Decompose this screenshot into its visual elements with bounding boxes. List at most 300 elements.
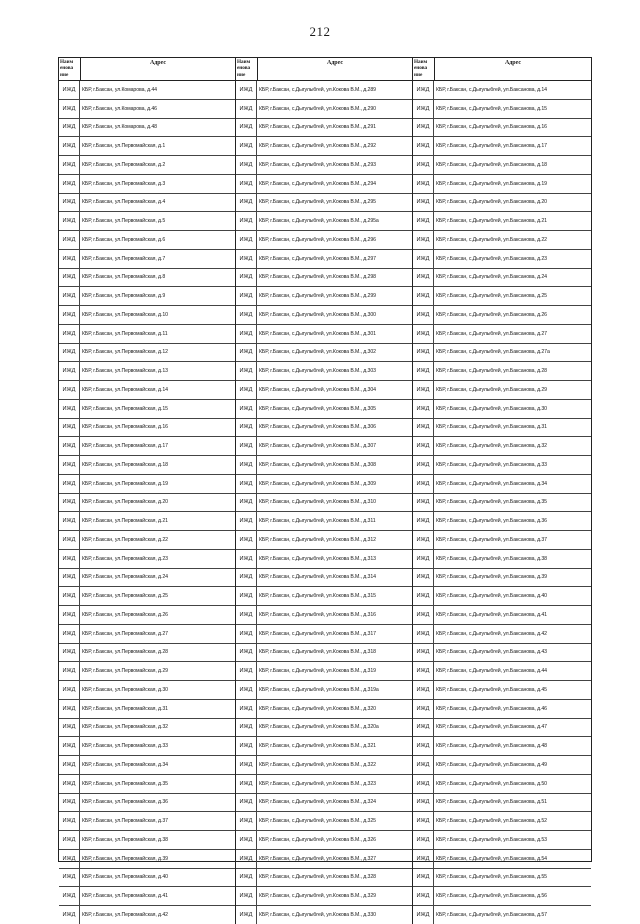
row-kind: ИЖД [413,812,434,830]
table-row [413,100,591,119]
row-address: КБР, г.Баксан, ул.Первомайская, д.7 [82,255,166,262]
row-kind: ИЖД [236,606,257,624]
table-row [236,494,412,513]
row-kind: ИЖД [413,306,434,324]
row-kind: ИЖД [413,287,434,305]
table-row [413,137,591,156]
row-address: КБР, г.Баксан, с.Дыгулыбгей, ул.Баксанова, д.37 [436,536,547,543]
row-address: КБР, г.Баксан, с.Дыгулыбгей, ул.Кокова В.М., д.300 [259,311,376,318]
table-row [413,812,591,831]
row-address: КБР, г.Баксан, с.Дыгулыбгей, ул.Кокова В.М., д.318 [259,649,376,656]
row-kind: ИЖД [413,381,434,399]
row-kind: ИЖД [236,887,257,905]
row-address: КБР, г.Баксан, с.Дыгулыбгей, ул.Кокова В.М., д.297 [259,255,376,262]
row-kind: ИЖД [236,794,257,812]
row-address: КБР, г.Баксан, ул.Первомайская, д.32 [82,724,168,731]
table-row [413,250,591,269]
row-address: КБР, г.Баксан, с.Дыгулыбгей, ул.Баксанова, д.56 [436,893,547,900]
row-address: КБР, г.Баксан, с.Дыгулыбгей, ул.Баксанова, д.31 [436,424,547,431]
table-row [236,456,412,475]
row-address: КБР, г.Баксан, с.Дыгулыбгей, ул.Баксанова, д.43 [436,649,547,656]
table-row [59,100,235,119]
row-address: КБР, г.Баксан, с.Дыгулыбгей, ул.Баксанова, д.44 [436,668,547,675]
row-kind: ИЖД [59,494,80,512]
row-kind: ИЖД [59,456,80,474]
row-address: КБР, г.Баксан, с.Дыгулыбгей, ул.Баксанова, д.51 [436,799,547,806]
table-row [236,362,412,381]
row-address: КБР, г.Баксан, с.Дыгулыбгей, ул.Кокова В.М., д.303 [259,368,376,375]
table-row [59,400,235,419]
row-address: КБР, г.Баксан, с.Дыгулыбгей, ул.Баксанова, д.57 [436,911,547,918]
row-kind: ИЖД [59,756,80,774]
row-address: КБР, г.Баксан, ул.Первомайская, д.4 [82,199,166,206]
row-kind: ИЖД [59,719,80,737]
row-kind: ИЖД [59,306,80,324]
row-kind: ИЖД [236,475,257,493]
row-kind: ИЖД [59,325,80,343]
table-row [59,194,235,213]
table-row [413,681,591,700]
row-address: КБР, г.Баксан, с.Дыгулыбгей, ул.Кокова В.М., д.322 [259,761,376,768]
row-address: КБР, г.Баксан, с.Дыгулыбгей, ул.Баксанова, д.25 [436,293,547,300]
row-address: КБР, г.Баксан, с.Дыгулыбгей, ул.Кокова В.М., д.307 [259,443,376,450]
table-row [413,419,591,438]
row-kind: ИЖД [59,287,80,305]
table-row [236,775,412,794]
row-address: КБР, г.Баксан, с.Дыгулыбгей, ул.Баксанова, д.47 [436,724,547,731]
row-address: КБР, г.Баксан, ул.Первомайская, д.2 [82,161,166,168]
row-address: КБР, г.Баксан, с.Дыгулыбгей, ул.Кокова В.М., д.305 [259,405,376,412]
row-address: КБР, г.Баксан, с.Дыгулыбгей, ул.Баксанова, д.45 [436,686,547,693]
row-address: КБР, г.Баксан, с.Дыгулыбгей, ул.Кокова В.М., д.319 [259,668,376,675]
row-kind: ИЖД [59,119,80,137]
table-row [236,212,412,231]
table-row [236,269,412,288]
row-address: КБР, г.Баксан, с.Дыгулыбгей, ул.Кокова В.М., д.321 [259,743,376,750]
row-address: КБР, г.Баксан, ул.Первомайская, д.26 [82,611,168,618]
table-row [59,325,235,344]
table-row [413,156,591,175]
row-address: КБР, г.Баксан, с.Дыгулыбгей, ул.Кокова В.М., д.298 [259,274,376,281]
row-address: КБР, г.Баксан, ул.Первомайская, д.39 [82,855,168,862]
row-address: КБР, г.Баксан, с.Дыгулыбгей, ул.Кокова В.М., д.294 [259,180,376,187]
row-kind: ИЖД [236,869,257,887]
row-kind: ИЖД [59,887,80,905]
column-header [59,58,235,81]
header-address-label: Адрес [326,60,344,66]
row-address: КБР, г.Баксан, с.Дыгулыбгей, ул.Кокова В.М., д.295а [259,218,379,225]
row-kind: ИЖД [413,100,434,118]
row-kind: ИЖД [59,362,80,380]
row-kind: ИЖД [59,906,80,924]
row-address: КБР, г.Баксан, ул.Первомайская, д.33 [82,743,168,750]
row-address: КБР, г.Баксан, ул.Первомайская, д.6 [82,236,166,243]
column-header [413,58,591,81]
table-row [236,325,412,344]
row-address: КБР, г.Баксан, ул.Первомайская, д.38 [82,836,168,843]
table-row [236,756,412,775]
header-kind-label: Наим енова ние [59,58,81,80]
table-row [59,306,235,325]
table-row [59,587,235,606]
row-kind: ИЖД [59,212,80,230]
table-row [413,737,591,756]
row-kind: ИЖД [413,175,434,193]
row-kind: ИЖД [236,175,257,193]
row-address: КБР, г.Баксан, ул.Первомайская, д.42 [82,911,168,918]
table-row [236,194,412,213]
row-address: КБР, г.Баксан, ул.Первомайская, д.29 [82,668,168,675]
table-row [236,700,412,719]
row-address: КБР, г.Баксан, ул.Первомайская, д.28 [82,649,168,656]
table-row [413,775,591,794]
row-kind: ИЖД [413,156,434,174]
row-address: КБР, г.Баксан, ул.Первомайская, д.17 [82,443,168,450]
row-kind: ИЖД [59,381,80,399]
row-address: КБР, г.Баксан, с.Дыгулыбгей, ул.Баксанова, д.14 [436,86,547,93]
row-address: КБР, г.Баксан, с.Дыгулыбгей, ул.Кокова В.М., д.323 [259,780,376,787]
address-register-table [58,57,592,918]
row-kind: ИЖД [59,419,80,437]
row-address: КБР, г.Баксан, с.Дыгулыбгей, ул.Кокова В.М., д.317 [259,630,376,637]
row-kind: ИЖД [413,512,434,530]
table-row [413,531,591,550]
row-kind: ИЖД [413,362,434,380]
table-row [59,850,235,869]
table-row [236,175,412,194]
table-row [413,175,591,194]
table-row [413,850,591,869]
table-row [413,606,591,625]
row-kind: ИЖД [413,719,434,737]
row-address: КБР, г.Баксан, с.Дыгулыбгей, ул.Кокова В.М., д.293 [259,161,376,168]
row-kind: ИЖД [59,156,80,174]
row-kind: ИЖД [59,194,80,212]
row-address: КБР, г.Баксан, с.Дыгулыбгей, ул.Кокова В.М., д.299 [259,293,376,300]
row-address: КБР, г.Баксан, с.Дыгулыбгей, ул.Баксанова, д.42 [436,630,547,637]
table-row [59,475,235,494]
table-row [413,475,591,494]
row-address: КБР, г.Баксан, ул.Первомайская, д.24 [82,574,168,581]
row-address: КБР, г.Баксан, с.Дыгулыбгей, ул.Баксанова, д.54 [436,855,547,862]
table-row [236,869,412,888]
table-row [236,644,412,663]
row-kind: ИЖД [236,531,257,549]
row-kind: ИЖД [59,662,80,680]
header-kind-label: Наим енова ние [236,58,258,80]
table-row [236,344,412,363]
row-address: КБР, г.Баксан, с.Дыгулыбгей, ул.Кокова В.М., д.320а [259,724,379,731]
row-address: КБР, г.Баксан, с.Дыгулыбгей, ул.Баксанова, д.17 [436,143,547,150]
row-kind: ИЖД [236,756,257,774]
table-row [236,906,412,924]
row-kind: ИЖД [59,869,80,887]
row-address: КБР, г.Баксан, с.Дыгулыбгей, ул.Баксанова, д.24 [436,274,547,281]
row-kind: ИЖД [413,550,434,568]
row-address: КБР, г.Баксан, с.Дыгулыбгей, ул.Кокова В.М., д.312 [259,536,376,543]
table-row [59,756,235,775]
table-row [59,269,235,288]
row-address: КБР, г.Баксан, с.Дыгулыбгей, ул.Баксанова, д.49 [436,761,547,768]
row-kind: ИЖД [413,850,434,868]
table-row [413,756,591,775]
row-kind: ИЖД [413,437,434,455]
row-kind: ИЖД [59,587,80,605]
row-kind: ИЖД [59,569,80,587]
row-address: КБР, г.Баксан, с.Дыгулыбгей, ул.Баксанова, д.38 [436,555,547,562]
row-kind: ИЖД [236,625,257,643]
row-kind: ИЖД [236,419,257,437]
table-row [59,606,235,625]
row-kind: ИЖД [236,906,257,924]
row-address: КБР, г.Баксан, с.Дыгулыбгей, ул.Кокова В.М., д.308 [259,461,376,468]
table-row [59,137,235,156]
table-row [236,81,412,100]
row-kind: ИЖД [413,194,434,212]
row-kind: ИЖД [59,475,80,493]
row-address: КБР, г.Баксан, ул.Первомайская, д.35 [82,780,168,787]
row-address: КБР, г.Баксан, с.Дыгулыбгей, ул.Баксанова, д.27а [436,349,550,356]
table-row [59,550,235,569]
row-address: КБР, г.Баксан, с.Дыгулыбгей, ул.Кокова В.М., д.306 [259,424,376,431]
row-kind: ИЖД [236,550,257,568]
row-address: КБР, г.Баксан, с.Дыгулыбгей, ул.Кокова В.М., д.289 [259,86,376,93]
row-kind: ИЖД [413,419,434,437]
row-kind: ИЖД [413,606,434,624]
row-kind: ИЖД [236,362,257,380]
row-address: КБР, г.Баксан, с.Дыгулыбгей, ул.Кокова В.М., д.296 [259,236,376,243]
row-address: КБР, г.Баксан, с.Дыгулыбгей, ул.Баксанова, д.41 [436,611,547,618]
row-kind: ИЖД [413,456,434,474]
row-address: КБР, г.Баксан, с.Дыгулыбгей, ул.Баксанова, д.27 [436,330,547,337]
table-row [413,887,591,906]
row-address: КБР, г.Баксан, ул.Комарова, д.44 [82,86,157,93]
table-row [413,306,591,325]
row-address: КБР, г.Баксан, с.Дыгулыбгей, ул.Баксанова, д.50 [436,780,547,787]
table-row [236,681,412,700]
table-row [59,250,235,269]
table-row [236,737,412,756]
table-row [413,906,591,924]
table-row [413,644,591,663]
row-address: КБР, г.Баксан, с.Дыгулыбгей, ул.Кокова В.М., д.330 [259,911,376,918]
row-kind: ИЖД [236,344,257,362]
table-row [236,100,412,119]
row-kind: ИЖД [236,306,257,324]
row-kind: ИЖД [236,850,257,868]
row-address: КБР, г.Баксан, ул.Комарова, д.48 [82,124,157,131]
row-kind: ИЖД [236,381,257,399]
row-address: КБР, г.Баксан, с.Дыгулыбгей, ул.Баксанова, д.32 [436,443,547,450]
table-row [236,569,412,588]
row-address: КБР, г.Баксан, с.Дыгулыбгей, ул.Кокова В.М., д.324 [259,799,376,806]
row-address: КБР, г.Баксан, ул.Первомайская, д.14 [82,386,168,393]
table-row [59,287,235,306]
table-row [413,625,591,644]
table-row [413,381,591,400]
table-row [413,662,591,681]
table-row [413,494,591,513]
row-address: КБР, г.Баксан, с.Дыгулыбгей, ул.Кокова В.М., д.292 [259,143,376,150]
row-address: КБР, г.Баксан, ул.Первомайская, д.40 [82,874,168,881]
table-row [413,869,591,888]
row-address: КБР, г.Баксан, с.Дыгулыбгей, ул.Кокова В.М., д.290 [259,105,376,112]
row-address: КБР, г.Баксан, с.Дыгулыбгей, ул.Баксанова, д.39 [436,574,547,581]
table-row [59,906,235,924]
row-kind: ИЖД [236,400,257,418]
row-address: КБР, г.Баксан, ул.Первомайская, д.3 [82,180,166,187]
row-address: КБР, г.Баксан, с.Дыгулыбгей, ул.Кокова В.М., д.329 [259,893,376,900]
row-address: КБР, г.Баксан, ул.Первомайская, д.8 [82,274,166,281]
row-address: КБР, г.Баксан, с.Дыгулыбгей, ул.Баксанова, д.16 [436,124,547,131]
row-kind: ИЖД [413,737,434,755]
header-kind-label: Наим енова ние [413,58,435,80]
row-address: КБР, г.Баксан, с.Дыгулыбгей, ул.Кокова В.М., д.301 [259,330,376,337]
row-address: КБР, г.Баксан, с.Дыгулыбгей, ул.Баксанова, д.36 [436,518,547,525]
row-address: КБР, г.Баксан, ул.Первомайская, д.36 [82,799,168,806]
row-kind: ИЖД [59,737,80,755]
row-kind: ИЖД [413,569,434,587]
table-row [413,512,591,531]
row-address: КБР, г.Баксан, ул.Первомайская, д.20 [82,499,168,506]
table-row [59,119,235,138]
table-row [59,231,235,250]
row-address: КБР, г.Баксан, ул.Первомайская, д.16 [82,424,168,431]
row-kind: ИЖД [413,644,434,662]
table-row [59,419,235,438]
row-kind: ИЖД [59,681,80,699]
table-row [236,794,412,813]
table-row [236,156,412,175]
table-column-1 [59,58,236,924]
table-row [413,437,591,456]
table-row [413,81,591,100]
row-kind: ИЖД [413,531,434,549]
row-kind: ИЖД [236,456,257,474]
row-address: КБР, г.Баксан, с.Дыгулыбгей, ул.Кокова В.М., д.309 [259,480,376,487]
table-row [413,212,591,231]
row-address: КБР, г.Баксан, с.Дыгулыбгей, ул.Баксанова, д.21 [436,218,547,225]
row-address: КБР, г.Баксан, ул.Первомайская, д.1 [82,143,166,150]
row-kind: ИЖД [236,287,257,305]
table-row [413,119,591,138]
row-address: КБР, г.Баксан, с.Дыгулыбгей, ул.Баксанова, д.35 [436,499,547,506]
header-address-label: Адрес [149,60,167,66]
row-kind: ИЖД [236,681,257,699]
row-address: КБР, г.Баксан, с.Дыгулыбгей, ул.Баксанова, д.29 [436,386,547,393]
row-address: КБР, г.Баксан, ул.Первомайская, д.18 [82,461,168,468]
row-kind: ИЖД [413,700,434,718]
table-row [59,737,235,756]
table-row [59,794,235,813]
row-address: КБР, г.Баксан, с.Дыгулыбгей, ул.Кокова В.М., д.304 [259,386,376,393]
table-row [413,194,591,213]
row-address: КБР, г.Баксан, с.Дыгулыбгей, ул.Баксанова, д.19 [436,180,547,187]
row-address: КБР, г.Баксан, ул.Первомайская, д.13 [82,368,168,375]
row-kind: ИЖД [236,437,257,455]
row-kind: ИЖД [59,100,80,118]
table-row [413,400,591,419]
table-row [413,794,591,813]
row-kind: ИЖД [59,606,80,624]
table-row [413,550,591,569]
row-kind: ИЖД [413,212,434,230]
row-kind: ИЖД [236,569,257,587]
row-kind: ИЖД [413,400,434,418]
row-address: КБР, г.Баксан, с.Дыгулыбгей, ул.Кокова В.М., д.320 [259,705,376,712]
row-address: КБР, г.Баксан, с.Дыгулыбгей, ул.Кокова В.М., д.314 [259,574,376,581]
row-kind: ИЖД [413,587,434,605]
table-row [236,306,412,325]
row-kind: ИЖД [59,531,80,549]
row-address: КБР, г.Баксан, с.Дыгулыбгей, ул.Кокова В.М., д.291 [259,124,376,131]
row-address: КБР, г.Баксан, ул.Первомайская, д.12 [82,349,168,356]
table-row [413,344,591,363]
row-address: КБР, г.Баксан, ул.Комарова, д.46 [82,105,157,112]
row-address: КБР, г.Баксан, с.Дыгулыбгей, ул.Баксанова, д.55 [436,874,547,881]
table-row [59,362,235,381]
row-kind: ИЖД [413,869,434,887]
row-kind: ИЖД [236,81,257,99]
table-row [59,719,235,738]
table-row [236,381,412,400]
row-kind: ИЖД [236,719,257,737]
row-kind: ИЖД [59,437,80,455]
table-row [236,475,412,494]
row-kind: ИЖД [59,512,80,530]
table-row [236,662,412,681]
row-address: КБР, г.Баксан, ул.Первомайская, д.5 [82,218,166,225]
table-column-2 [236,58,413,924]
table-row [59,344,235,363]
row-address: КБР, г.Баксан, ул.Первомайская, д.21 [82,518,168,525]
row-kind: ИЖД [236,587,257,605]
row-address: КБР, г.Баксан, с.Дыгулыбгей, ул.Баксанова, д.20 [436,199,547,206]
table-row [413,287,591,306]
row-kind: ИЖД [59,175,80,193]
row-kind: ИЖД [59,344,80,362]
row-address: КБР, г.Баксан, ул.Первомайская, д.37 [82,818,168,825]
row-address: КБР, г.Баксан, с.Дыгулыбгей, ул.Баксанова, д.34 [436,480,547,487]
row-kind: ИЖД [236,156,257,174]
row-kind: ИЖД [59,269,80,287]
table-row [59,775,235,794]
table-row [59,531,235,550]
row-address: КБР, г.Баксан, ул.Первомайская, д.10 [82,311,168,318]
table-row [236,887,412,906]
row-address: КБР, г.Баксан, с.Дыгулыбгей, ул.Кокова В.М., д.315 [259,593,376,600]
row-kind: ИЖД [413,119,434,137]
row-address: КБР, г.Баксан, с.Дыгулыбгей, ул.Кокова В.М., д.328 [259,874,376,881]
row-kind: ИЖД [59,550,80,568]
row-kind: ИЖД [59,625,80,643]
row-address: КБР, г.Баксан, ул.Первомайская, д.15 [82,405,168,412]
row-address: КБР, г.Баксан, с.Дыгулыбгей, ул.Баксанова, д.30 [436,405,547,412]
table-row [236,531,412,550]
row-kind: ИЖД [236,269,257,287]
row-address: КБР, г.Баксан, с.Дыгулыбгей, ул.Баксанова, д.46 [436,705,547,712]
row-kind: ИЖД [236,119,257,137]
row-kind: ИЖД [413,269,434,287]
column-header [236,58,412,81]
table-row [59,456,235,475]
row-address: КБР, г.Баксан, с.Дыгулыбгей, ул.Баксанова, д.53 [436,836,547,843]
row-address: КБР, г.Баксан, с.Дыгулыбгей, ул.Баксанова, д.28 [436,368,547,375]
table-column-3 [413,58,591,924]
table-row [59,869,235,888]
row-address: КБР, г.Баксан, ул.Первомайская, д.41 [82,893,168,900]
row-kind: ИЖД [59,81,80,99]
